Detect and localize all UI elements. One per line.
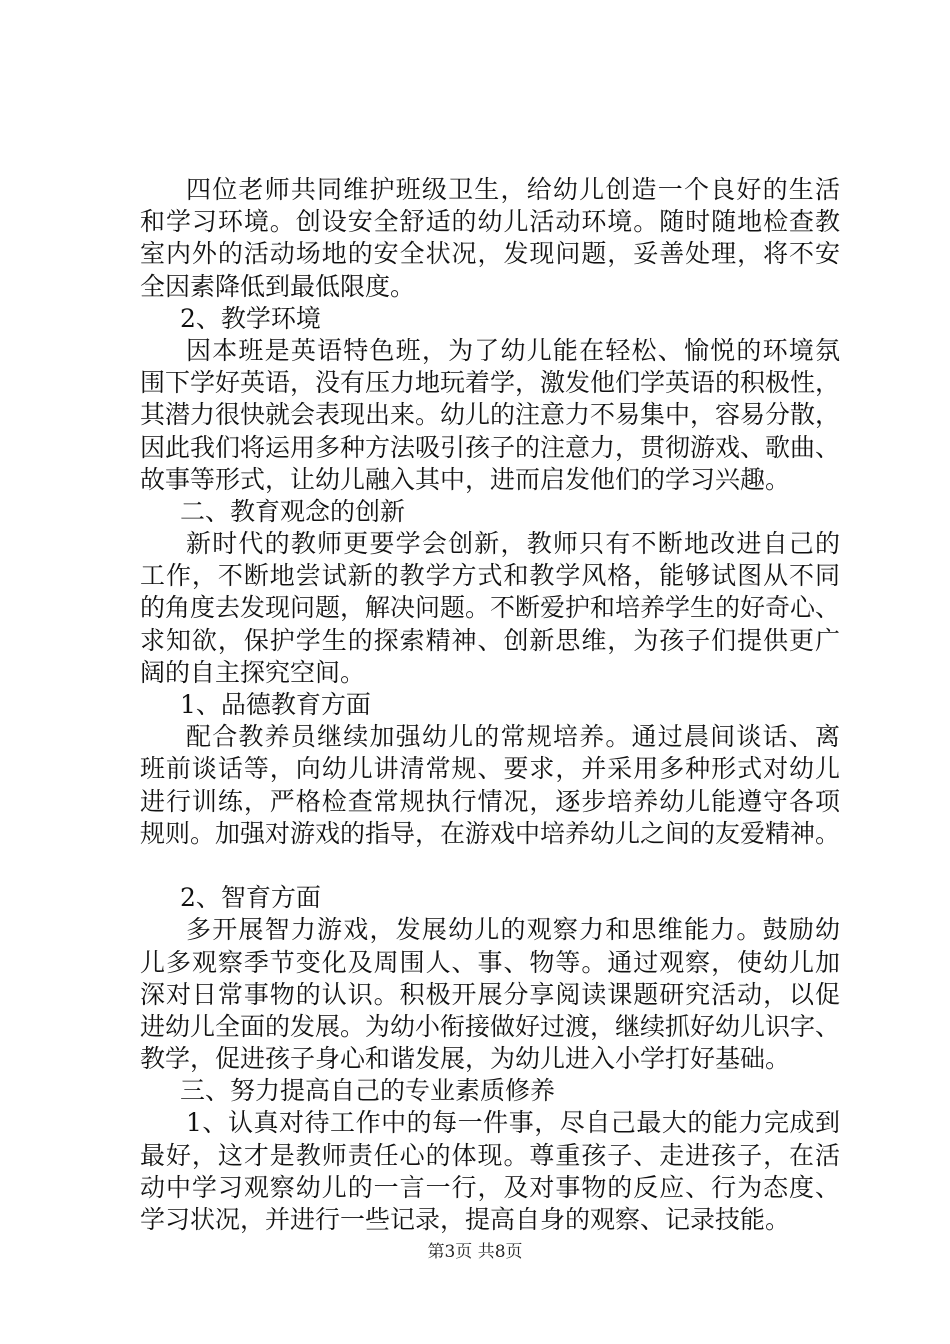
paragraph-line: 围下学好英语，没有压力地玩着学，激发他们学英语的积极性，	[140, 368, 841, 398]
paragraph-line: 动中学习观察幼儿的一言一行，及对事物的反应、行为态度、	[140, 1172, 840, 1202]
section-heading: 三、努力提高自己的专业素质修养	[180, 1076, 556, 1106]
paragraph-line: 教学，促进孩子身心和谐发展，为幼儿进入小学打好基础。	[140, 1044, 791, 1074]
paragraph-line: 因本班是英语特色班，为了幼儿能在轻松、愉悦的环境氛	[186, 335, 840, 365]
paragraph-line: 室内外的活动场地的安全状况，发现问题，妥善处理，将不安	[140, 239, 840, 269]
paragraph-line: 求知欲，保护学生的探索精神、创新思维，为孩子们提供更广	[140, 625, 840, 655]
paragraph-line: 学习状况，并进行一些记录，提高自身的观察、记录技能。	[140, 1205, 791, 1234]
paragraph-line: 规则。加强对游戏的指导，在游戏中培养幼儿之间的友爱精神。	[140, 818, 841, 848]
paragraph-line: 工作，不断地尝试新的教学方式和教学风格，能够试图从不同	[140, 561, 840, 591]
paragraph-line: 阔的自主探究空间。	[140, 657, 366, 687]
paragraph-line: 进行训练，严格检查常规执行情况，逐步培养幼儿能遵守各项	[140, 786, 840, 816]
paragraph-line: 四位老师共同维护班级卫生，给幼儿创造一个良好的生活	[186, 175, 840, 204]
paragraph-line: 进幼儿全面的发展。为幼小衔接做好过渡，继续抓好幼儿识字、	[140, 1011, 841, 1041]
paragraph-line: 全因素降低到最低限度。	[140, 271, 416, 301]
paragraph-line: 因此我们将运用多种方法吸引孩子的注意力，贯彻游戏、歌曲、	[140, 432, 841, 462]
paragraph-line: 其潜力很快就会表现出来。幼儿的注意力不易集中，容易分散，	[140, 400, 841, 430]
paragraph-line: 和学习环境。创设安全舒适的幼儿活动环境。随时随地检查教	[140, 207, 840, 237]
paragraph-line: 1、认真对待工作中的每一件事，尽自己最大的能力完成到	[186, 1108, 840, 1138]
paragraph-line: 班前谈话等，向幼儿讲清常规、要求，并采用多种形式对幼儿	[140, 754, 840, 784]
paragraph-line: 配合教养员继续加强幼儿的常规培养。通过晨间谈话、离	[186, 722, 840, 752]
section-heading: 2、教学环境	[180, 303, 321, 333]
paragraph-line: 的角度去发现问题，解决问题。不断爱护和培养学生的好奇心、	[140, 593, 841, 623]
section-heading: 1、品德教育方面	[180, 690, 371, 719]
paragraph-line: 深对日常事物的认识。积极开展分享阅读课题研究活动，以促	[140, 979, 840, 1009]
paragraph-line: 儿多观察季节变化及周围人、事、物等。通过观察，使幼儿加	[140, 947, 840, 977]
section-heading: 2、智育方面	[180, 883, 321, 913]
blank-line	[140, 850, 840, 882]
section-heading: 二、教育观念的创新	[180, 496, 406, 526]
page-footer: 第3页 共8页	[427, 1242, 523, 1262]
paragraph-line: 最好，这才是教师责任心的体现。尊重孩子、走进孩子，在活	[140, 1140, 840, 1170]
paragraph-line: 新时代的教师更要学会创新，教师只有不断地改进自己的	[186, 529, 840, 559]
paragraph-line: 多开展智力游戏，发展幼儿的观察力和思维能力。鼓励幼	[186, 915, 840, 945]
document-body	[140, 174, 840, 1236]
paragraph-line: 故事等形式，让幼儿融入其中，进而启发他们的学习兴趣。	[140, 464, 791, 494]
